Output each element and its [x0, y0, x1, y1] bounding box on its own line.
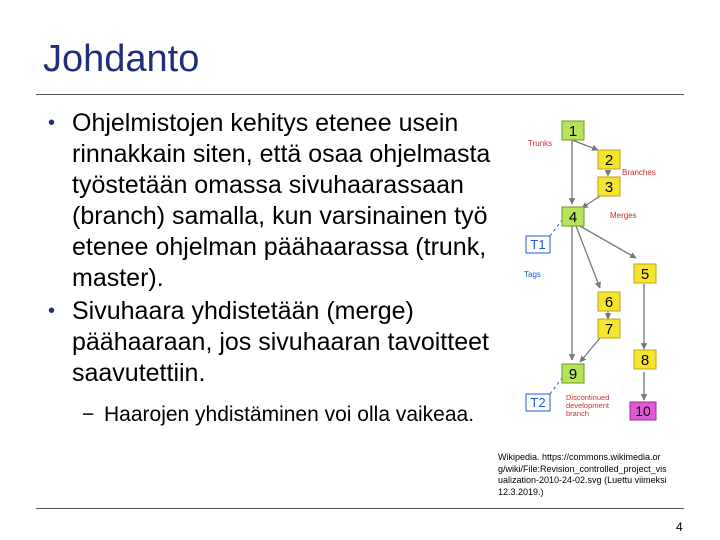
node-5-label: 5 [640, 266, 650, 283]
footer-divider [36, 508, 684, 509]
bullet-list [44, 108, 494, 429]
trunks-label: Trunks [528, 139, 553, 148]
bullet-dot-icon: • [48, 112, 56, 134]
node-7-label: 7 [604, 321, 614, 338]
node-9-label: 9 [568, 366, 578, 383]
dash-icon: − [82, 403, 95, 426]
image-credit: Wikipedia. https://commons.wikimedia.org/wiki/File:Revision_controlled_project_visualization-2010-24-02.svg (Luettu viimeksi 12.3.2019.) [498, 452, 667, 497]
bullet-text: Ohjelmistojen kehitys etenee usein rinnakkain siten, että osaa ohjelmasta työstetään omassa sivuhaarassaan (branch) samalla, kun varsinainen työ etenee ohjelman päähaarassa (trunk, master). [72, 109, 491, 292]
sub-bullet-item [44, 401, 494, 429]
node-6-label: 6 [604, 294, 614, 311]
merges-label: Merges [610, 211, 637, 220]
tag-t1-label: T1 [530, 237, 546, 252]
diagram-nodes [562, 121, 656, 420]
node-10-label: 10 [635, 403, 651, 419]
title-divider [36, 94, 684, 95]
slide-title: Johdanto [43, 38, 200, 80]
tags-label: Tags [524, 270, 541, 279]
bullet-dot-icon: • [48, 300, 56, 322]
node-2-label: 2 [604, 152, 614, 169]
bullet-item [44, 296, 494, 389]
tag-links [550, 220, 562, 394]
node-4-label: 4 [568, 209, 578, 226]
bullet-item [44, 108, 494, 294]
node-1-label: 1 [568, 123, 578, 140]
node-8-label: 8 [640, 352, 650, 369]
page-number: 4 [676, 520, 683, 534]
sub-bullet-text: Haarojen yhdistäminen voi olla vaikeaa. [104, 403, 475, 426]
branches-label: Branches [622, 168, 656, 177]
bullet-text: Sivuhaara yhdistetään (merge) päähaaraan, jos sivuhaaran tavoitteet saavutettiin. [72, 297, 489, 387]
tag-t2-label: T2 [530, 395, 546, 410]
revision-diagram [520, 112, 680, 422]
node-3-label: 3 [604, 179, 614, 196]
discontinued-label: Discontinued development branch [566, 394, 610, 418]
